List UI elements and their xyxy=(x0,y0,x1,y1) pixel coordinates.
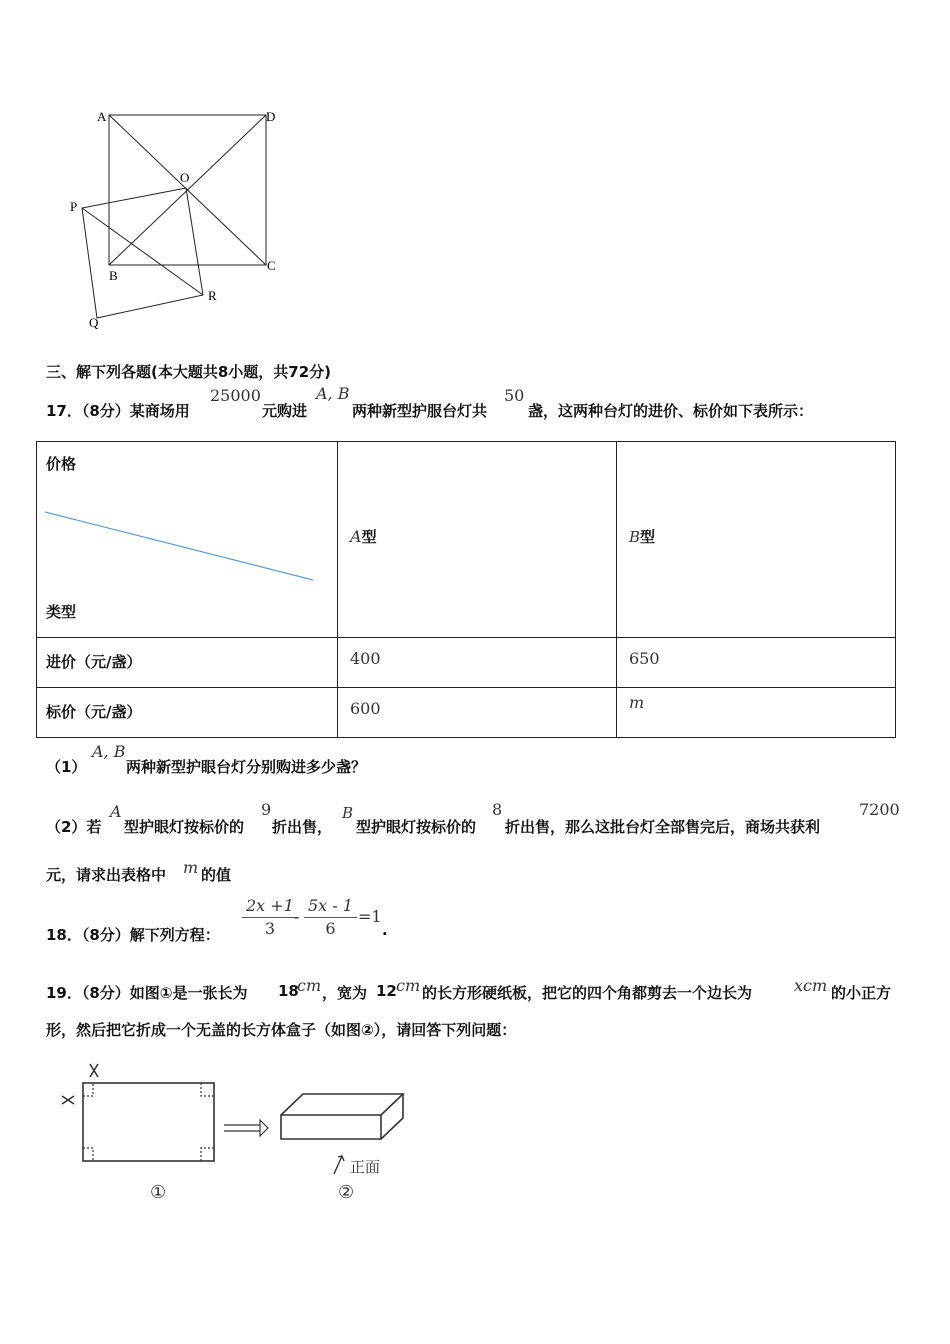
label-b: B xyxy=(109,268,118,283)
q17-sub2-text-5: 元，请求出表格中 xyxy=(46,866,167,884)
table-row xyxy=(37,638,896,688)
q17-sub1 xyxy=(46,740,906,780)
q18-frac2-numerator: 5x - 1 xyxy=(304,895,357,918)
q19-length: 18 xyxy=(278,982,299,1000)
q17-text-4: 盏，这两种台灯的进价、标价如下表所示： xyxy=(528,402,814,420)
q18-fraction-1 xyxy=(242,895,298,940)
q18 xyxy=(46,895,906,947)
cell-a-value: 400 xyxy=(350,649,381,668)
q17-lead: 17．（8分）某商场用 xyxy=(46,402,190,420)
q18-end: . xyxy=(382,921,388,939)
label-a: A xyxy=(97,109,107,124)
cell-b xyxy=(617,688,896,738)
section-title: 三、解下列各题(本大题共8小题，共72分) xyxy=(46,363,332,381)
arrow-right-icon xyxy=(224,1120,268,1136)
q19-width: 12 xyxy=(376,982,397,1000)
q17-stem xyxy=(46,384,906,424)
label-c: C xyxy=(267,258,276,273)
x-width-mark xyxy=(90,1064,98,1077)
figure-2-label: ② xyxy=(338,1182,355,1203)
q19-unit-1: cm xyxy=(297,976,322,995)
cardboard-rect xyxy=(83,1083,214,1161)
q18-frac1-denominator: 3 xyxy=(264,919,276,938)
row-label-cell xyxy=(37,688,338,738)
q19-unit-2: cm xyxy=(396,976,421,995)
corner-cut-marks xyxy=(83,1083,214,1161)
q19 xyxy=(46,976,906,1046)
box-top xyxy=(281,1094,403,1115)
q19-x: xcm xyxy=(794,976,828,995)
x-height-mark xyxy=(62,1096,74,1104)
cell-b-value: 650 xyxy=(629,649,660,668)
label-r: R xyxy=(208,288,217,303)
square-opqr xyxy=(82,188,203,318)
header-type-label: 类型 xyxy=(46,603,77,621)
q17-sub2-eight: 8 xyxy=(492,800,503,819)
q17-sub2-m: m xyxy=(183,858,199,877)
q18-frac2-denominator: 6 xyxy=(325,919,336,938)
header-type-a xyxy=(350,526,377,547)
q17-amount: 25000 xyxy=(210,386,261,405)
q19-text-2: ，宽为 xyxy=(322,984,368,1002)
type-b-suffix: 型 xyxy=(640,528,656,546)
q17-sub2-text-1: 型护眼灯按标价的 xyxy=(124,818,245,836)
price-table xyxy=(36,441,896,738)
header-type-b-cell xyxy=(617,442,896,638)
q19-text-4: 的小正方 xyxy=(831,984,892,1002)
q17-ab: A, B xyxy=(316,384,350,403)
q17-text-3: 两种新型护服台灯共 xyxy=(352,402,488,420)
label-d: D xyxy=(266,109,276,124)
q18-fraction-2 xyxy=(304,895,357,940)
cell-b xyxy=(617,638,896,688)
cell-b-value: m xyxy=(629,693,645,712)
header-type-a-cell xyxy=(338,442,617,638)
q17-sub2-profit: 7200 xyxy=(859,800,900,819)
label-o: O xyxy=(180,170,190,185)
q17-sub1-num: （1） xyxy=(46,758,87,776)
table-header-diagonal-cell xyxy=(37,442,338,638)
type-b-var: B xyxy=(629,528,641,546)
figure-1-label: ① xyxy=(150,1182,167,1203)
q17-sub2-text-3: 型护眼灯按标价的 xyxy=(356,818,477,836)
q17-count: 50 xyxy=(504,386,525,405)
table-row xyxy=(37,688,896,738)
label-p: P xyxy=(70,199,78,214)
q17-sub2-text-2: 折出售， xyxy=(272,818,333,836)
q17-sub2-nine: 9 xyxy=(261,800,272,819)
box-side xyxy=(381,1094,403,1139)
header-price-label: 价格 xyxy=(46,455,77,473)
segment-pr xyxy=(82,208,203,295)
row-label-cell xyxy=(37,638,338,688)
cell-a-value: 600 xyxy=(350,699,381,718)
q18-minus: - xyxy=(294,907,300,926)
q17-text-2: 元购进 xyxy=(262,402,308,420)
q17-sub1-text: 两种新型护眼台灯分别购进多少盏？ xyxy=(126,758,367,776)
q17-sub2-a: A xyxy=(110,802,122,821)
q18-lead: 18．（8分）解下列方程： xyxy=(46,926,220,944)
label-q: Q xyxy=(89,315,99,330)
cell-a xyxy=(338,638,617,688)
box-figure xyxy=(50,1056,410,1206)
q18-rhs: =1 xyxy=(358,907,382,926)
cell-a xyxy=(338,688,617,738)
q19-lead: 19．（8分）如图①是一张长为 xyxy=(46,984,248,1002)
header-type-b xyxy=(629,526,655,547)
header-diagonal-line xyxy=(45,510,315,582)
box-front xyxy=(281,1115,381,1139)
q19-text-3: 的长方形硬纸板，把它的四个角都剪去一个边长为 xyxy=(422,984,753,1002)
q18-frac1-numerator: 2x +1 xyxy=(242,895,298,918)
row-label: 标价（元/盏） xyxy=(46,703,142,721)
q17-sub2 xyxy=(46,800,906,890)
q17-sub1-ab: A, B xyxy=(92,742,126,761)
type-a-suffix: 型 xyxy=(361,528,377,546)
square-geometry-figure xyxy=(60,100,320,340)
q17-sub2-text-4: 折出售，那么这批台灯全部售完后，商场共获利 xyxy=(505,818,821,836)
q17-sub2-text-6: 的值 xyxy=(201,866,232,884)
front-pointer-arrow-icon xyxy=(334,1156,344,1174)
front-label: 正面 xyxy=(350,1158,381,1176)
q19-line-2: 形，然后把它折成一个无盖的长方体盒子（如图②），请回答下列问题： xyxy=(46,1021,517,1039)
q17-sub2-b: B xyxy=(342,804,354,822)
q17-sub2-num: （2）若 xyxy=(46,818,102,836)
type-a-var: A xyxy=(350,527,362,546)
row-label: 进价（元/盏） xyxy=(46,653,142,671)
